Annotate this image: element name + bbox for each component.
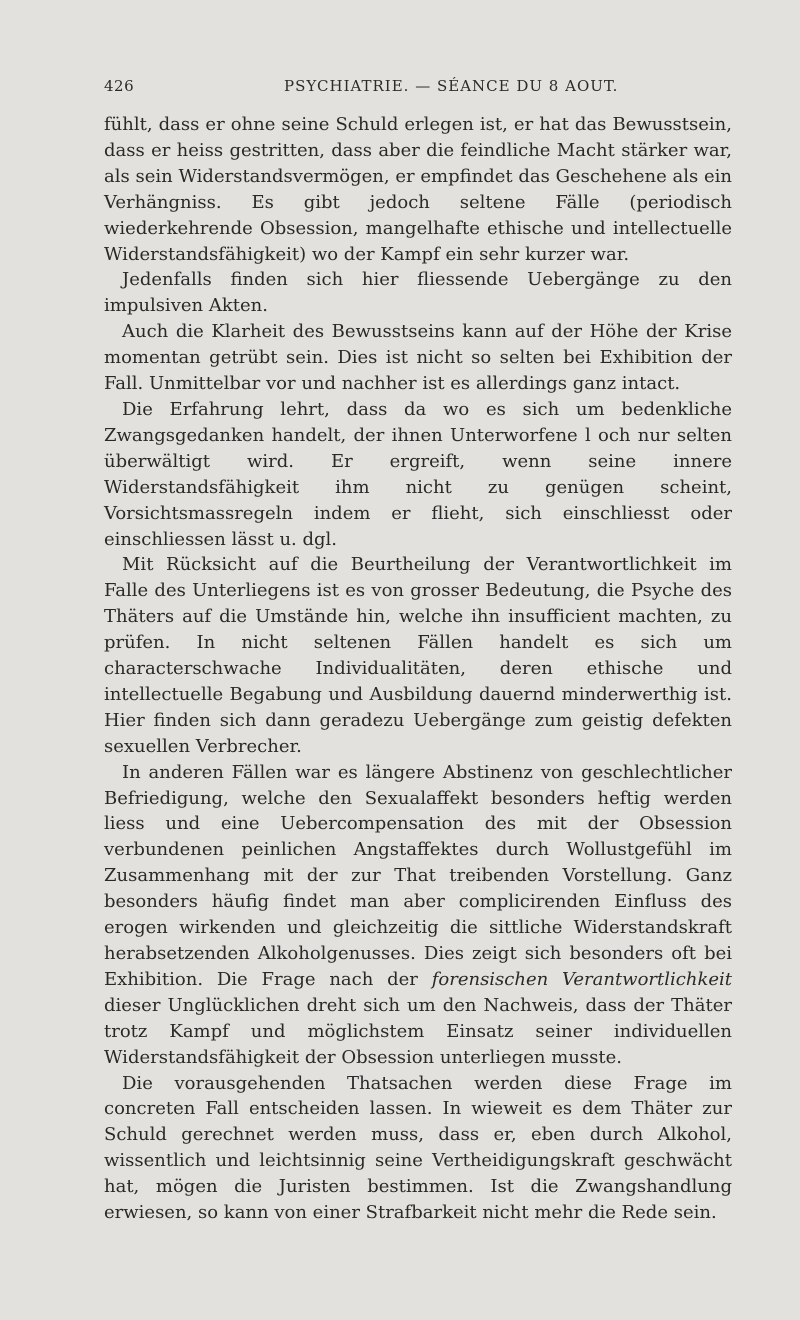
paragraph-7: Die vorausgehenden Thatsachen werden diese Frage im concreten Fall entscheiden lassen. In wieweit es dem Thäter zur Schuld gerechnet werden muss, dass er, eben durch Alkohol, wissentlich und leichtsinnig seine Vertheidigungskraft geschwächt hat, mögen die Juristen bestimmen. Ist die Zwangshandlung erwiesen, so kann von einer Strafbarkeit nicht mehr die Rede sein.	[104, 1072, 732, 1224]
paragraph-6	[104, 760, 732, 1071]
paragraph-5: Mit Rücksicht auf die Beurtheilung der Verantwortlichkeit im Falle des Unterliegens ist es von grosser Bedeutung, die Psyche des Thäters auf die Umstände hin, welche ihn insufficient machten, zu prüfen. In nicht seltenen Fällen handelt es sich um characterschwache Individualitäten, deren ethische und intellectuelle Begabung und Ausbildung dauernd minderwerthig ist. Hier finden sich dann geradezu Uebergänge zum geistig defekten sexuellen Verbrecher.	[104, 554, 732, 757]
paragraph-3: Auch die Klarheit des Bewusstseins kann auf der Höhe der Krise momentan getrübt sein. Dies ist nicht so selten bei Exhibition der Fall. Unmittelbar vor und nachher ist es allerdings ganz intact.	[104, 321, 732, 395]
paragraph-1: fühlt, dass er ohne seine Schuld erlegen ist, er hat das Bewusstsein, dass er heiss gestritten, dass aber die feindliche Macht stärker war, als sein Widerstandsvermögen, er empfindet das Geschehene als ein Verhängniss. Es gibt jedoch seltene Fälle (periodisch wiederkehrende Obsession, mangelhafte ethische und intellectuelle Widerstandsfähigkeit) wo der Kampf ein sehr kurzer war.	[104, 114, 732, 265]
paragraph-6-italic-term: forensischen Verantwortlichkeit	[431, 968, 733, 990]
paragraph-4: Die Erfahrung lehrt, dass da wo es sich um bedenkliche Zwangsgedanken handelt, der ihnen Unterworfene l och nur selten überwältigt wird. Er ergreift, wenn seine innere Widerstandsfähigkeit ihm nicht zu genügen scheint, Vorsichtsmassregeln indem er flieht, sich einschliesst oder einschliessen lässt u. dgl.	[104, 398, 732, 550]
page-header	[104, 77, 708, 101]
running-head: PSYCHIATRIE. — SÉANCE DU 8 AOUT.	[284, 77, 619, 95]
paragraph-6-text-before: In anderen Fällen war es längere Abstinenz von geschlechtlicher Befriedigung, welche den Sexualaffekt besonders heftig werden liess und eine Uebercompensation des mit der Obsession verbundenen peinlichen Angstaffektes durch Wollustgefühl im Zusammenhang mit der zur That treibenden Vorstellung. Ganz besonders häufig findet man aber complicirenden Einfluss des erogen wirkenden und gleichzeitig die sittliche Widerstandskraft herabsetzenden Alkoholgenusses. Dies zeigt sich besonders oft bei Exhibition. Die Frage nach der	[104, 761, 732, 990]
body-text	[104, 112, 732, 1226]
page-number: 426	[104, 77, 135, 95]
paragraph-6-text-after: dieser Unglücklichen dreht sich um den Nachweis, dass der Thäter trotz Kampf und möglichstem Einsatz seiner individuellen Widerstandsfähigkeit der Obsession unterliegen musste.	[104, 994, 732, 1068]
paragraph-2: Jedenfalls finden sich hier fliessende Uebergänge zu den impulsiven Akten.	[104, 269, 732, 317]
